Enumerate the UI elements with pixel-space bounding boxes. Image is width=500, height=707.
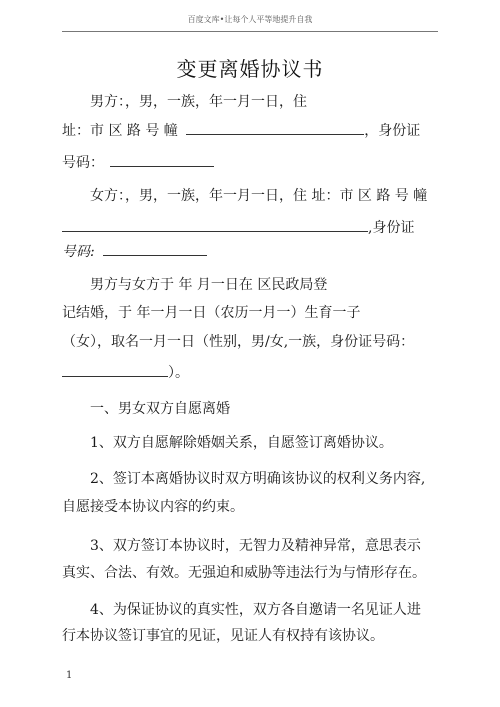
male-address-label: 址：市 区 路 号 幢 <box>62 123 178 139</box>
clause-2-line-2: 自愿接受本协议内容的约束。 <box>62 499 244 515</box>
male-id-label: ，身份证 <box>364 123 421 139</box>
female-id-number-label: 号码: <box>62 244 95 260</box>
child-birth-line: 记结婚，于 年一月一日（农历一月一）生育一子 <box>62 305 361 321</box>
clause-1: 1、双方自愿解除婚姻关系，自愿签订离婚协议。 <box>90 435 393 451</box>
female-address-line <box>62 217 414 237</box>
section-heading-1: 一、男女双方自愿离婚 <box>90 401 230 417</box>
female-id-label: ,身份证 <box>368 220 415 236</box>
female-id-line <box>62 241 207 261</box>
male-id-number-label: 号码： <box>62 155 104 171</box>
clause-3-line-1: 3、双方签订本协议时，无智力及精神异常，意思表示 <box>90 538 421 554</box>
clause-4-line-1: 4、为保证协议的真实性，双方各自邀请一名见证人进 <box>90 602 421 618</box>
male-address-line <box>62 120 420 140</box>
header-divider <box>62 31 438 32</box>
clause-2-line-1: 2、签订本离婚协议时双方明确该协议的权利义务内容, <box>90 471 426 487</box>
female-id-blank <box>103 241 207 256</box>
male-id-blank <box>110 152 214 167</box>
child-id-line <box>62 362 189 382</box>
male-id-line <box>62 152 214 172</box>
marriage-registration-line: 男方与女方于 年 月一日在 区民政局登 <box>90 277 328 293</box>
child-id-blank <box>62 362 168 377</box>
clause-4-line-2: 行本协议签订事宜的见证，见证人有权持有该协议。 <box>62 628 384 644</box>
page-header: 百度文库•让每个人平等地提升自我 <box>187 15 313 24</box>
page-number: 1 <box>66 670 73 681</box>
male-party-line: 男方：，男，一族，年一月一日，住 <box>90 94 307 110</box>
female-party-line: 女方：，男，一族，年一月一日，住 址：市 区 路 号 幢 <box>90 188 428 204</box>
child-id-close: ）。 <box>168 365 189 381</box>
document-title: 变更离婚协议书 <box>176 57 324 81</box>
clause-3-line-2: 真实、合法、有效。无强迫和威胁等违法行为与情形存在。 <box>62 565 426 581</box>
child-name-line: （女），取名一月一日（性别，男/女,一族，身份证号码： <box>62 334 415 350</box>
female-address-blank <box>62 217 368 232</box>
male-address-blank <box>186 120 364 135</box>
